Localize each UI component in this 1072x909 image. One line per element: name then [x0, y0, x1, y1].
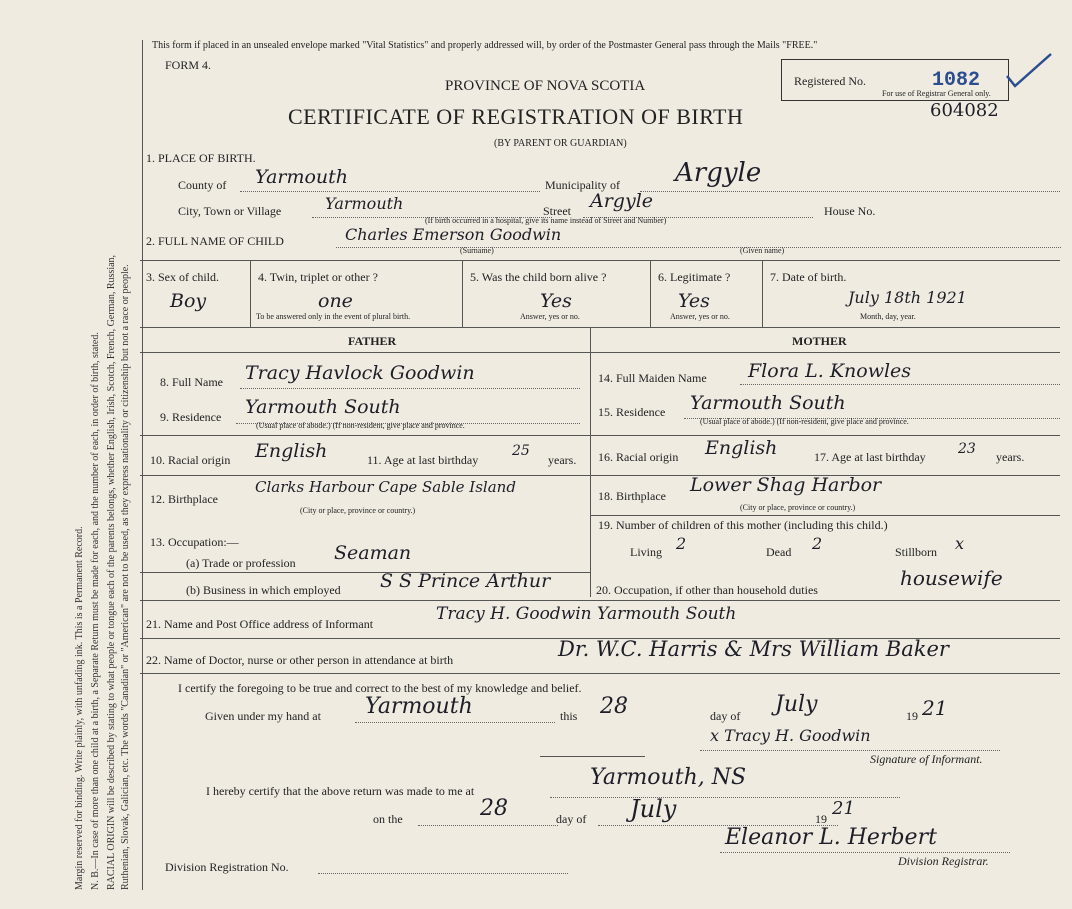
certify-statement: I certify the foregoing to be true and correct to the best of my knowledge and belief. — [178, 681, 582, 695]
given-year: 21 — [922, 696, 948, 720]
mother-residence-value: Yarmouth South — [690, 392, 846, 414]
given-place: Yarmouth — [365, 694, 473, 719]
children-count-label: 19. Number of children of this mother (including this child.) — [598, 518, 888, 532]
mother-birthplace-label: 18. Birthplace — [598, 489, 666, 503]
father-heading: FATHER — [348, 334, 397, 348]
side-note-binding: Margin reserved for binding. Write plainly, with unfading ink. This is a Permanent Record. — [74, 526, 85, 890]
registered-label: Registered No. — [794, 74, 866, 88]
registered-number: 1082 — [932, 69, 981, 92]
county-label: County of — [178, 178, 227, 192]
doctor-value: Dr. W.C. Harris & Mrs William Baker — [558, 637, 949, 661]
father-birthplace-note: (City or place, province or country.) — [300, 506, 416, 515]
checkmark-icon — [1005, 50, 1053, 90]
division-registration-label: Division Registration No. — [165, 860, 289, 874]
return-place: Yarmouth, NS — [590, 765, 747, 790]
file-number: 604082 — [930, 100, 999, 121]
father-birthplace-value: Clarks Harbour Cape Sable Island — [255, 478, 516, 496]
father-name-value: Tracy Havlock Goodwin — [245, 362, 475, 384]
legitimate-note: Answer, yes or no. — [670, 312, 730, 321]
return-day-of-label: day of — [556, 812, 587, 826]
province-heading: PROVINCE OF NOVA SCOTIA — [445, 78, 646, 94]
child-name-label: 2. FULL NAME OF CHILD — [146, 234, 284, 248]
twin-note: To be answered only in the event of plural birth. — [256, 312, 411, 321]
informant-value: Tracy H. Goodwin Yarmouth South — [436, 604, 737, 624]
margin-rule — [142, 40, 143, 890]
dob-label: 7. Date of birth. — [770, 270, 847, 284]
mother-residence-label: 15. Residence — [598, 405, 666, 419]
twin-label: 4. Twin, triplet or other ? — [258, 270, 378, 284]
alive-note: Answer, yes or no. — [520, 312, 580, 321]
house-label: House No. — [824, 204, 876, 218]
business-label: (b) Business in which employed — [186, 583, 341, 597]
page-subtitle: (BY PARENT OR GUARDIAN) — [494, 138, 627, 149]
child-name-value: Charles Emerson Goodwin — [345, 225, 562, 244]
stillborn-label: Stillborn — [895, 545, 938, 559]
trade-value: Seaman — [334, 542, 412, 564]
registered-box — [781, 59, 1009, 101]
return-label: I hereby certify that the above return was made to me at — [206, 784, 475, 798]
dob-value: July 18th 1921 — [848, 288, 967, 307]
return-year: 21 — [832, 798, 855, 819]
father-age-label: 11. Age at last birthday — [367, 453, 479, 467]
mother-birthplace-value: Lower Shag Harbor — [690, 474, 882, 496]
father-residence-note: (Usual place of abode.) (If non-resident, give place and province. — [256, 421, 465, 430]
father-years: years. — [548, 453, 577, 467]
informant-label: 21. Name and Post Office address of Informant — [146, 617, 374, 631]
twin-value: one — [318, 290, 353, 312]
given-name-note: (Given name) — [740, 246, 785, 255]
return-month: July — [630, 795, 677, 823]
legitimate-label: 6. Legitimate ? — [658, 270, 731, 284]
street-value: Argyle — [590, 190, 654, 212]
side-note-racial-origin-2: Ruthenian, Slovak, Galician, etc. The words "Canadian" or "American" are not to be used, as they express nationality or citizenship but not a race or people. — [120, 264, 131, 890]
this-label: this — [560, 709, 578, 723]
mother-race-value: English — [705, 437, 778, 459]
mother-age-value: 23 — [958, 441, 976, 457]
mother-occupation-label: 20. Occupation, if other than household duties — [596, 583, 818, 597]
mother-occupation-value: housewife — [900, 566, 1003, 590]
mother-birthplace-note: (City or place, province or country.) — [740, 503, 856, 512]
father-birthplace-label: 12. Birthplace — [150, 492, 218, 506]
registrar-note: For use of Registrar General only. — [882, 89, 991, 98]
page-title: CERTIFICATE OF REGISTRATION OF BIRTH — [288, 104, 744, 129]
given-day: 28 — [600, 694, 628, 719]
given-year-prefix: 19 — [906, 709, 918, 723]
father-race-value: English — [255, 440, 328, 462]
legitimate-value: Yes — [678, 290, 710, 312]
mother-heading: MOTHER — [792, 334, 847, 348]
father-age-value: 25 — [512, 443, 530, 459]
given-label: Given under my hand at — [205, 709, 321, 723]
side-note-multiple-births: N. B.—In case of more than one child at a birth, a Separate Return must be made for each, and the number of each, in order of birth, stated. — [90, 332, 101, 890]
city-label: City, Town or Village — [178, 204, 282, 218]
stillborn-value: x — [955, 534, 965, 553]
given-month: July — [775, 692, 818, 717]
father-name-label: 8. Full Name — [160, 375, 223, 389]
dob-note: Month, day, year. — [860, 312, 916, 321]
trade-label: (a) Trade or profession — [186, 556, 296, 570]
alive-label: 5. Was the child born alive ? — [470, 270, 607, 284]
alive-value: Yes — [540, 290, 572, 312]
return-day: 28 — [480, 796, 508, 821]
living-value: 2 — [676, 534, 687, 553]
surname-note: (Surname) — [460, 246, 494, 255]
municipality-value: Argyle — [675, 158, 762, 188]
sex-value: Boy — [170, 290, 207, 312]
place-of-birth-label: 1. PLACE OF BIRTH. — [146, 151, 256, 165]
registrar-label: Division Registrar. — [898, 854, 989, 868]
dead-value: 2 — [812, 534, 823, 553]
sex-label: 3. Sex of child. — [146, 270, 219, 284]
dead-label: Dead — [766, 545, 792, 559]
given-day-of-label: day of — [710, 709, 741, 723]
doctor-label: 22. Name of Doctor, nurse or other person in attendance at birth — [146, 653, 454, 667]
mother-name-value: Flora L. Knowles — [748, 360, 912, 382]
mother-years: years. — [996, 450, 1025, 464]
occupation-label: 13. Occupation:— — [150, 535, 239, 549]
mother-age-label: 17. Age at last birthday — [814, 450, 926, 464]
mother-residence-note: (Usual place of abode.) (If non-resident, give place and province. — [700, 417, 909, 426]
form-number: FORM 4. — [165, 58, 212, 72]
informant-signature: x Tracy H. Goodwin — [710, 726, 871, 745]
on-label: on the — [373, 812, 403, 826]
living-label: Living — [630, 545, 662, 559]
mother-race-label: 16. Racial origin — [598, 450, 679, 464]
postal-note: This form if placed in an unsealed envelope marked "Vital Statistics" and properly addressed will, by order of the Postmaster General pass through the Mails "FREE." — [152, 40, 818, 51]
street-note: (If birth occurred in a hospital, give its name instead of Street and Number) — [425, 216, 667, 225]
side-note-racial-origin: RACIAL ORIGIN will be described by stating to what people or tongue each of the parents belongs, whether English, Irish, Scotch, French, German, Russian, — [106, 254, 117, 890]
county-value: Yarmouth — [255, 166, 349, 188]
father-residence-value: Yarmouth South — [245, 396, 401, 418]
business-value: S S Prince Arthur — [380, 570, 551, 592]
father-race-label: 10. Racial origin — [150, 453, 231, 467]
mother-name-label: 14. Full Maiden Name — [598, 371, 707, 385]
registrar-signature: Eleanor L. Herbert — [725, 825, 937, 850]
street-label: Street — [543, 204, 571, 218]
informant-signature-label: Signature of Informant. — [870, 752, 983, 766]
city-value: Yarmouth — [325, 194, 404, 213]
municipality-label: Municipality of — [545, 178, 620, 192]
return-year-prefix: 19 — [815, 812, 827, 826]
father-residence-label: 9. Residence — [160, 410, 222, 424]
